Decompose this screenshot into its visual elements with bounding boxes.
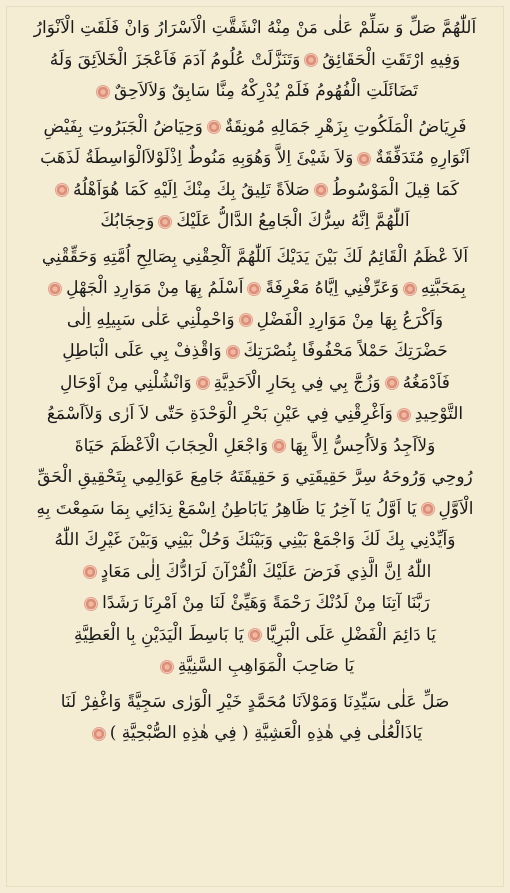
paragraph [21, 687, 489, 750]
verse-separator-icon [249, 629, 261, 641]
verse-separator-icon [208, 121, 220, 133]
text-segment: يَا اَوَّلُ يَا آخِرُ يَا ظَاهِرُ يَابَاطِنُ اِسْمَعْ نِدَائِي بِمَا سَمِعْتَ بِهِ [36, 498, 417, 519]
text-segment: يَا صَاحِبَ الْمَوَاهِبِ السَّنِيَّةِ [177, 656, 355, 676]
verse-separator-icon [227, 346, 239, 358]
text-line [21, 242, 489, 274]
text-line [21, 368, 489, 400]
text-segment: وَتَنَزَّلَتْ عُلُومُ آدَمَ فَاَعْجَزَ الْخَلاَئِقَ وَلَهُ [49, 49, 301, 70]
text-segment: فَاَدْمَغُهُ [402, 372, 450, 393]
verse-separator-icon [56, 184, 68, 196]
text-line [21, 525, 489, 557]
verse-separator-icon [305, 54, 317, 66]
text-segment: وَاَيِّدْنِي بِكَ لَكَ وَاجْمَعْ بَيْنِي وَبَيْنَكَ وَحُلْ بَيْنِي وَبَيْنَ غَيْرِكَ اللّٰهُ [54, 530, 456, 550]
text-segment: رُوحِي وَرُوحَهُ سِرَّ حَقِيقَتِي وَ حَقِيقَتَهُ جَامِعَ عَوَالِمِي بِتَحْقِيقِ الْحَقِّ [37, 467, 473, 487]
prayer-text-body [21, 13, 489, 750]
verse-separator-icon [97, 86, 109, 98]
text-segment: صَلِّ عَلٰى سَيِّدِنَا وَمَوْلاَنَا مُحَمَّدٍ خَيْرِ الْوَرٰى سَجِيَّةً وَاغْفِرْ لَنَا [60, 691, 450, 712]
text-segment: اَللّٰهُمَّ صَلِّ وَ سَلِّمْ عَلٰى مَنْ مِنْهُ انْشَقَّتِ الْاَسْرَارُ وَانْ فَلَقَتِ الْاَنْوَارُ [33, 18, 477, 38]
text-segment: يَاذَالْعُلٰى فِي هٰذِهِ الْعَشِيَّةِ ( فِي هٰذِهِ الصُّبْحِيَّةِ ) [109, 723, 423, 743]
text-segment: وَلاَ شَيْئَ اِلاَّ وَهُوَبِهِ مَنُوطٌ اِذْلَوْلاَالْوَاسِطَةُ لَذَهَبَ [40, 148, 354, 168]
verse-separator-icon [398, 409, 410, 421]
text-segment: وَفِيهِ ارْتَقَتِ الْحَقَائِقُ [322, 49, 461, 70]
text-line [21, 112, 489, 144]
text-segment: وَاَكْرَعُ بِهَا مِنْ مَوَارِدِ الْفَضْلِ [256, 309, 444, 330]
text-segment: وَزُجَّ بِي فِي بِحَارِ الْاَحَدِيَّةِ [213, 372, 381, 393]
text-line [21, 336, 489, 368]
text-segment: وَاجْعَلِ الْحِجَابَ الْاَعْظَمَ حَيَاةَ [74, 435, 269, 456]
text-line [21, 687, 489, 719]
verse-separator-icon [93, 728, 105, 740]
text-line [21, 588, 489, 620]
text-line [21, 651, 489, 683]
text-segment: فَرِيَاضُ الْمَلَكُوتِ بِزَهْرِ جَمَالِهِ مُونِقَةٌ [224, 116, 467, 137]
text-line [21, 557, 489, 589]
prayer-page [6, 6, 504, 887]
text-segment: الْاَوَّلِ [438, 498, 474, 519]
verse-separator-icon [404, 283, 416, 295]
text-segment: بِمَحَبَّتِهِ [420, 278, 466, 298]
text-segment: وَلاَاَجِدُ وَلاَاُحِسُّ اِلاَّ بِهَا [290, 435, 436, 456]
text-segment: كَمَا قِيلَ الْمَوْسُوطُ [331, 179, 459, 200]
verse-separator-icon [273, 440, 285, 452]
text-segment: حَضْرَتِكَ حَمْلاً مَحْفُوفًا بِنُصْرَتِكَ [243, 341, 448, 361]
paragraph [21, 242, 489, 683]
text-line [21, 399, 489, 431]
text-line [21, 273, 489, 305]
text-segment: صَلاَةً تَلِيقُ بِكَ مِنْكَ اِلَيْهِ كَمَا هُوَاَهْلُهُ [73, 179, 310, 200]
verse-separator-icon [84, 566, 96, 578]
text-line [21, 431, 489, 463]
text-line [21, 76, 489, 108]
verse-separator-icon [161, 661, 173, 673]
verse-separator-icon [248, 283, 260, 295]
text-segment: تَضَائَلَتِ الْفُهُومُ فَلَمْ يُدْرِكْهُ مِنَّا سَابِقٌ وَلاَلاَحِقٌ [114, 81, 418, 101]
verse-separator-icon [159, 216, 171, 228]
text-segment: اللّٰهُ اِنَّ الَّذِي فَرَضَ عَلَيْكَ الْقُرْآنَ لَرَادُّكَ اِلٰى مَعَادٍ [100, 561, 432, 582]
verse-separator-icon [197, 377, 209, 389]
text-line [21, 143, 489, 175]
verse-separator-icon [315, 184, 327, 196]
verse-separator-icon [49, 283, 61, 295]
text-segment: اَلاَ عْظَمُ الْقَائِمُ لَكَ بَيْنَ يَدَيْكَ اَللّٰهُمَّ اَلْحِقْنِي بِصَالِحِ اُمَّتِهِ وَحَقِّقْنِي [41, 246, 469, 267]
text-segment: التَّوْحِيدِ [414, 404, 464, 424]
text-segment: اَنْوَارِهِ مُتَدَفِّقَةٌ [375, 148, 470, 168]
text-segment: وَاقْذِفْ بِي عَلَى الْبَاطِلِ [62, 341, 222, 361]
text-segment: وَاَغْرِقْنِي فِي عَيْنِ بَحْرِ الْوَحْدَةِ حَتّٰى لاَ اَرٰى وَلاَاَسْمَعُ [46, 404, 393, 424]
text-segment: اَللّٰهُمَّ اِنَّهُ سِرُّكَ الْجَامِعُ الدَّالُّ عَلَيْكَ [176, 211, 410, 231]
verse-separator-icon [85, 598, 97, 610]
text-line [21, 718, 489, 750]
verse-separator-icon [386, 377, 398, 389]
paragraph [21, 112, 489, 238]
text-segment: رَبَّنَا آتِنَا مِنْ لَدُنْكَ رَحْمَةً وَهَيِّئْ لَنَا مِنْ اَمْرِنَا رَشَدًا [102, 593, 430, 613]
text-line [21, 620, 489, 652]
text-segment: اَسْلَمُ بِهَا مِنْ مَوَارِدِ الْجَهْلِ [66, 278, 244, 298]
text-segment: وَعَرِّفْنِي اِيَّاهُ مَعْرِفَةً [265, 278, 399, 298]
text-line [21, 206, 489, 238]
text-line [21, 45, 489, 77]
verse-separator-icon [422, 503, 434, 515]
text-line [21, 462, 489, 494]
paragraph [21, 13, 489, 108]
text-line [21, 494, 489, 526]
verse-separator-icon [358, 153, 370, 165]
text-line [21, 175, 489, 207]
text-segment: يَا دَائِمَ الْفَضْلِ عَلَى الْبَرِيَّا [265, 624, 436, 645]
verse-separator-icon [240, 314, 252, 326]
text-segment: وَحِيَاضُ الْجَبَرُوتِ بِفَيْضِ [43, 116, 203, 137]
text-line [21, 305, 489, 337]
text-segment: وَاحْمِلْنِي عَلٰى سَبِيلِهِ اِلٰى [66, 309, 235, 330]
text-segment: يَا بَاسِطَ الْيَدَيْنِ بِا الْعَطِيَّةِ [74, 624, 244, 645]
text-line [21, 13, 489, 45]
text-segment: وَحِجَابُكَ [100, 211, 155, 231]
text-segment: وَانْشُلْنِي مِنْ اَوْحَالِ [60, 372, 192, 393]
